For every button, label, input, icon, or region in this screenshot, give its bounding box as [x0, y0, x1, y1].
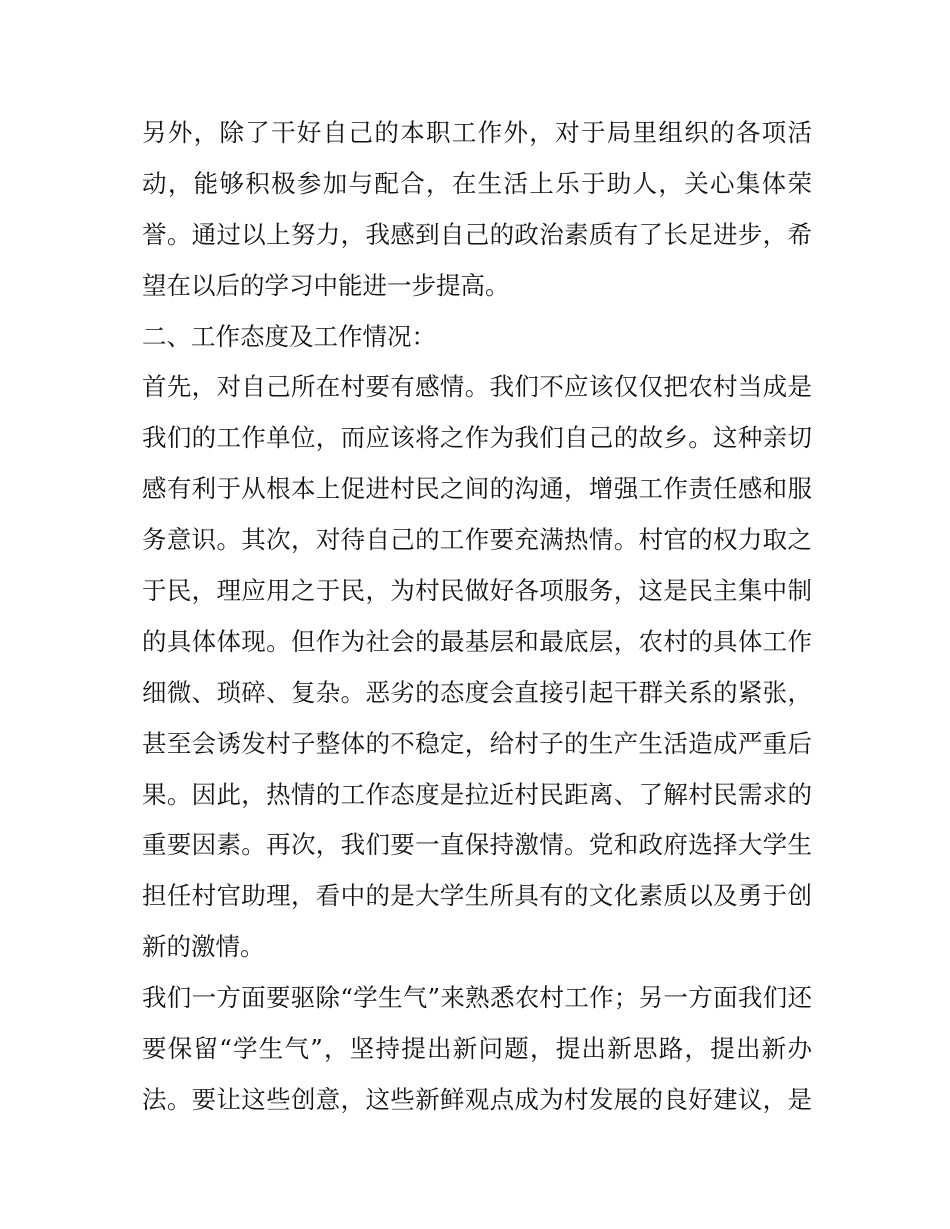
text-line: 重要因素。再次，我们要一直保持激情。党和政府选择大学生: [142, 830, 812, 860]
text-line: 担任村官助理，看中的是大学生所具有的文化素质以及勇于创: [142, 881, 812, 911]
text-line: 感有利于从根本上促进村民之间的沟通，增强工作责任感和服: [142, 474, 812, 504]
text-line: 的具体体现。但作为社会的最基层和最底层，农村的具体工作: [142, 626, 812, 656]
text-line: 要保留“学生气”，坚持提出新问题，提出新思路，提出新办: [142, 1034, 812, 1064]
text-line: 务意识。其次，对待自己的工作要充满热情。村官的权力取之: [142, 525, 812, 555]
text-line: 我们的工作单位，而应该将之作为我们自己的故乡。这种亲切: [142, 423, 812, 453]
text-line: 动，能够积极参加与配合，在生活上乐于助人，关心集体荣: [142, 168, 812, 198]
section-heading: 二、工作态度及工作情况：: [142, 321, 436, 351]
text-line: 于民，理应用之于民，为村民做好各项服务，这是民主集中制: [142, 576, 812, 606]
body-text: [142, 108, 812, 1126]
text-line: 望在以后的学习中能进一步提高。: [142, 270, 510, 300]
text-line: 另外，除了干好自己的本职工作外，对于局里组织的各项活: [142, 118, 812, 147]
text-line: 细微、琐碎、复杂。恶劣的态度会直接引起干群关系的紧张，: [142, 677, 812, 707]
text-line: 新的激情。: [142, 932, 265, 962]
text-line: 誉。通过以上努力，我感到自己的政治素质有了长足进步，希: [142, 219, 812, 249]
text-line: 果。因此，热情的工作态度是拉近村民距离、了解村民需求的: [142, 779, 812, 809]
text-line: 首先，对自己所在村要有感情。我们不应该仅仅把农村当成是: [142, 372, 812, 402]
text-line: 法。要让这些创意，这些新鲜观点成为村发展的良好建议，是: [142, 1084, 812, 1114]
text-line: 我们一方面要驱除“学生气”来熟悉农村工作；另一方面我们还: [142, 983, 812, 1013]
text-line: 甚至会诱发村子整体的不稳定，给村子的生产生活造成严重后: [142, 728, 812, 758]
